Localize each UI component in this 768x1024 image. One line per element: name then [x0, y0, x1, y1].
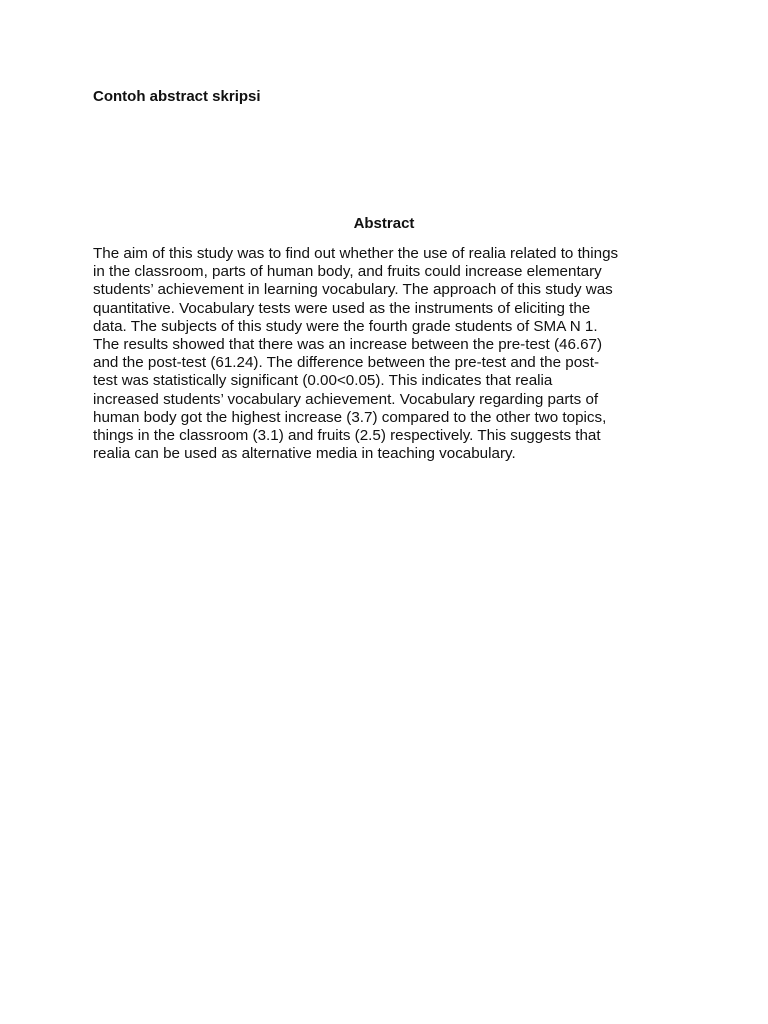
- abstract-line: The aim of this study was to find out whether the use of realia related to things: [93, 245, 619, 262]
- abstract-line: test was statistically significant (0.00<0.05). This indicates that realia: [93, 372, 553, 390]
- abstract-line: students’ achievement in learning vocabulary. The approach of this study was: [93, 281, 613, 299]
- abstract-line: realia can be used as alternative media in teaching vocabulary.: [93, 445, 516, 463]
- abstract-line: quantitative. Vocabulary tests were used as the instruments of eliciting the: [93, 299, 591, 317]
- abstract-line: increased students’ vocabulary achievement. Vocabulary regarding parts of: [93, 390, 599, 408]
- abstract-line: The results showed that there was an increase between the pre-test (46.67): [93, 336, 603, 354]
- abstract-heading: Abstract: [353, 215, 415, 232]
- abstract-line: human body got the highest increase (3.7) compared to the other two topics,: [93, 408, 607, 426]
- document-title: Contoh abstract skripsi: [93, 88, 261, 105]
- abstract-line: in the classroom, parts of human body, and fruits could increase elementary: [93, 263, 602, 281]
- abstract-line: data. The subjects of this study were the fourth grade students of SMA N 1.: [93, 317, 598, 335]
- abstract-body: [93, 245, 683, 463]
- abstract-line: and the post-test (61.24). The difference between the pre-test and the post-: [93, 354, 600, 372]
- abstract-line: things in the classroom (3.1) and fruits (2.5) respectively. This suggests that: [93, 427, 601, 445]
